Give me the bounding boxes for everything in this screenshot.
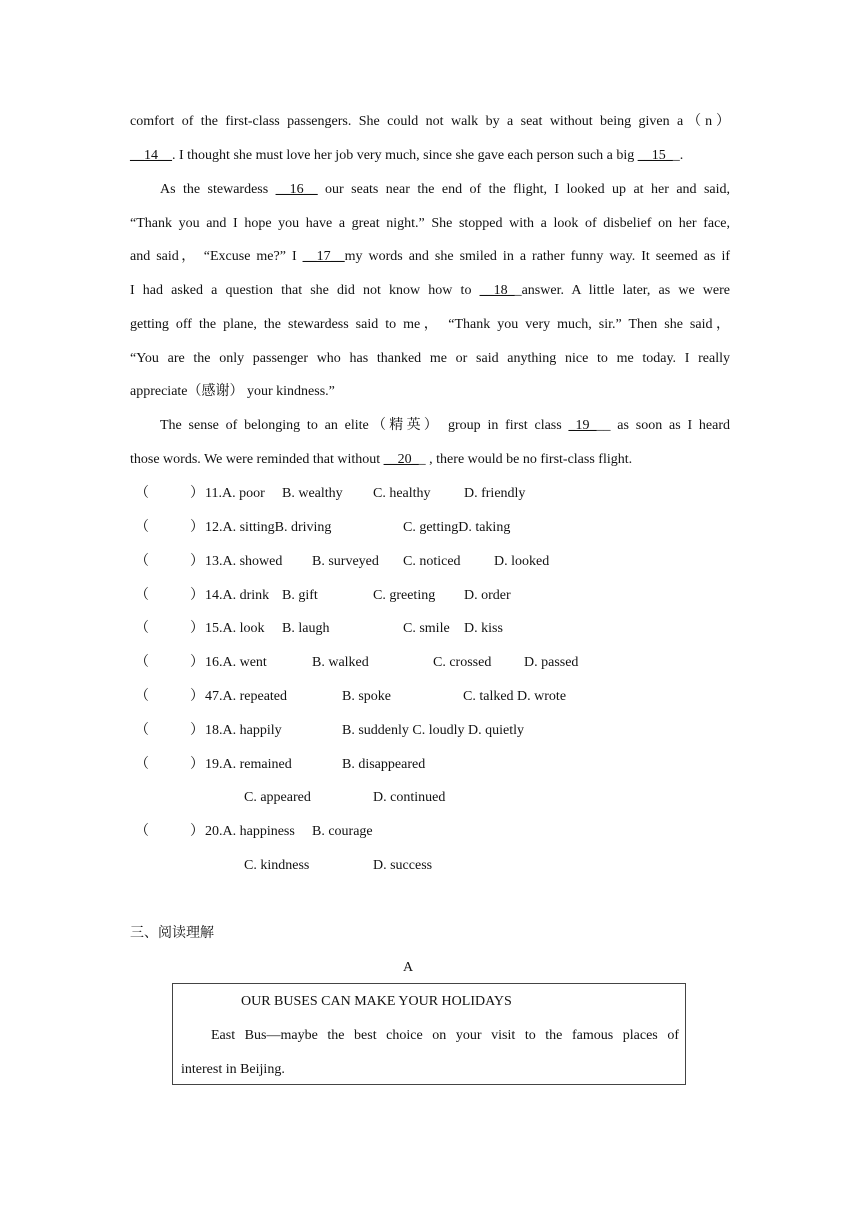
answer-paren-open: （ [135, 621, 149, 636]
question-13 [130, 553, 750, 571]
answer-paren-close: ） [190, 689, 204, 704]
passage-line-3 [160, 181, 730, 199]
option-d: D. looked [494, 554, 550, 569]
answer-paren-close: ） [190, 824, 204, 839]
option-a: 47.A. repeated [205, 689, 288, 704]
blank-19: _19_ [568, 418, 597, 433]
passage-text: I had asked a question that she did not know how to [130, 283, 480, 298]
answer-paren-open: （ [135, 723, 149, 738]
option-a: 15.A. look [205, 621, 265, 636]
section-sub-heading: A [402, 960, 414, 975]
option-a: 12.A. sittingB. driving [205, 520, 332, 535]
blank-18: __18_ [479, 283, 515, 298]
option-b: B. courage [312, 824, 373, 839]
answer-paren-close: ） [190, 723, 204, 738]
answer-paren-open: （ [135, 588, 149, 603]
option-d: D. order [464, 588, 511, 603]
option-a: 19.A. remained [205, 757, 292, 772]
passage-text: and said， “Excuse me?” I [130, 249, 303, 264]
option-a: 20.A. happiness [205, 824, 295, 839]
answer-paren-close: ） [190, 486, 204, 501]
option-b: B. surveyed [312, 554, 379, 569]
passage-text: As the stewardess [160, 182, 276, 197]
option-b: B. wealthy [282, 486, 343, 501]
question-20-cont [130, 857, 750, 875]
question-19 [130, 756, 750, 774]
passage-line-8: “You are the only passenger who has thanked me or said anything nice to me today. I really [130, 351, 730, 366]
option-b: B. spoke [342, 689, 391, 704]
answer-paren-open: （ [135, 757, 149, 772]
option-c: C. appeared [244, 790, 311, 805]
passage-text: __ as soon as I heard [596, 418, 731, 433]
option-c: C. healthy [373, 486, 431, 501]
option-c: C. greeting [373, 588, 436, 603]
option-c: C. crossed [433, 655, 492, 670]
passage-line-1: comfort of the first-class passengers. She could not walk by a seat without being given a（n） [130, 114, 730, 129]
option-c: C. gettingD. taking [403, 520, 511, 535]
question-17 [130, 688, 750, 706]
passage-text: those words. We were reminded that without [130, 452, 384, 467]
blank-15: __15_ [637, 148, 673, 163]
option-a: 16.A. went [205, 655, 267, 670]
option-c: C. smile [403, 621, 450, 636]
passage-line-10 [160, 417, 730, 435]
answer-paren-open: （ [135, 689, 149, 704]
passage-line-2 [130, 147, 730, 165]
answer-paren-open: （ [135, 655, 149, 670]
blank-16: __16__ [275, 182, 318, 197]
passage-line-11 [130, 451, 730, 469]
answer-paren-open: （ [135, 520, 149, 535]
question-14 [130, 587, 750, 605]
passage-text: my words and she smiled in a rather funny way. It seemed as if [344, 249, 730, 264]
blank-17: __17__ [302, 249, 345, 264]
passage-line-6 [130, 282, 730, 300]
option-d: D. success [373, 858, 433, 873]
blank-14: __14__ [130, 148, 172, 163]
answer-paren-open: （ [135, 824, 149, 839]
answer-paren-close: ） [190, 621, 204, 636]
passage-text: _ , there would be no first-class flight. [418, 452, 633, 467]
question-16 [130, 654, 750, 672]
question-11 [130, 485, 750, 503]
passage-text: our seats near the end of the flight, I looked up at her and said, [317, 182, 731, 197]
question-12 [130, 519, 750, 537]
passage-text: _. [672, 148, 684, 163]
option-c: C. noticed [403, 554, 461, 569]
answer-paren-close: ） [190, 554, 204, 569]
ad-line-1: East Bus—maybe the best choice on your visit to the famous places of [211, 1028, 679, 1043]
option-b: B. disappeared [342, 757, 426, 772]
passage-text: _answer. A little later, as we were [514, 283, 730, 298]
option-b: B. walked [312, 655, 369, 670]
passage-line-7: getting off the plane, the stewardess said to me， “Thank you very much, sir.” Then she said， [130, 317, 730, 332]
ad-line-2: interest in Beijing. [181, 1062, 285, 1077]
blank-20: __20_ [383, 452, 419, 467]
option-c: C. kindness [244, 858, 310, 873]
option-d: D. kiss [464, 621, 503, 636]
option-d: D. continued [373, 790, 446, 805]
question-19-cont [130, 789, 750, 807]
option-a: 18.A. happily [205, 723, 282, 738]
option-d: D. passed [524, 655, 579, 670]
passage-text: . I thought she must love her job very much, since she gave each person such a big [172, 148, 638, 163]
option-d: D. friendly [464, 486, 526, 501]
option-a: 14.A. drink [205, 588, 270, 603]
option-a: 11.A. poor [205, 486, 265, 501]
option-a: 13.A. showed [205, 554, 283, 569]
passage-line-4: “Thank you and I hope you have a great night.” She stopped with a look of disbelief on her face, [130, 216, 730, 231]
passage-text: The sense of belonging to an elite（精英） group in first class [160, 418, 569, 433]
question-18 [130, 722, 750, 740]
answer-paren-open: （ [135, 554, 149, 569]
question-15 [130, 620, 750, 638]
question-20 [130, 823, 750, 841]
answer-paren-close: ） [190, 655, 204, 670]
option-b: B. laugh [282, 621, 330, 636]
answer-paren-close: ） [190, 757, 204, 772]
bus-ad-box [172, 983, 686, 1085]
option-b: B. gift [282, 588, 318, 603]
answer-paren-close: ） [190, 588, 204, 603]
option-c: C. talked D. wrote [463, 689, 567, 704]
answer-paren-close: ） [190, 520, 204, 535]
passage-line-9: appreciate（感谢） your kindness.” [130, 384, 335, 399]
option-b: B. suddenly C. loudly D. quietly [342, 723, 524, 738]
passage-line-5 [130, 248, 730, 266]
section-heading: 三、阅读理解 [130, 926, 214, 941]
ad-title: OUR BUSES CAN MAKE YOUR HOLIDAYS [241, 994, 512, 1009]
answer-paren-open: （ [135, 486, 149, 501]
